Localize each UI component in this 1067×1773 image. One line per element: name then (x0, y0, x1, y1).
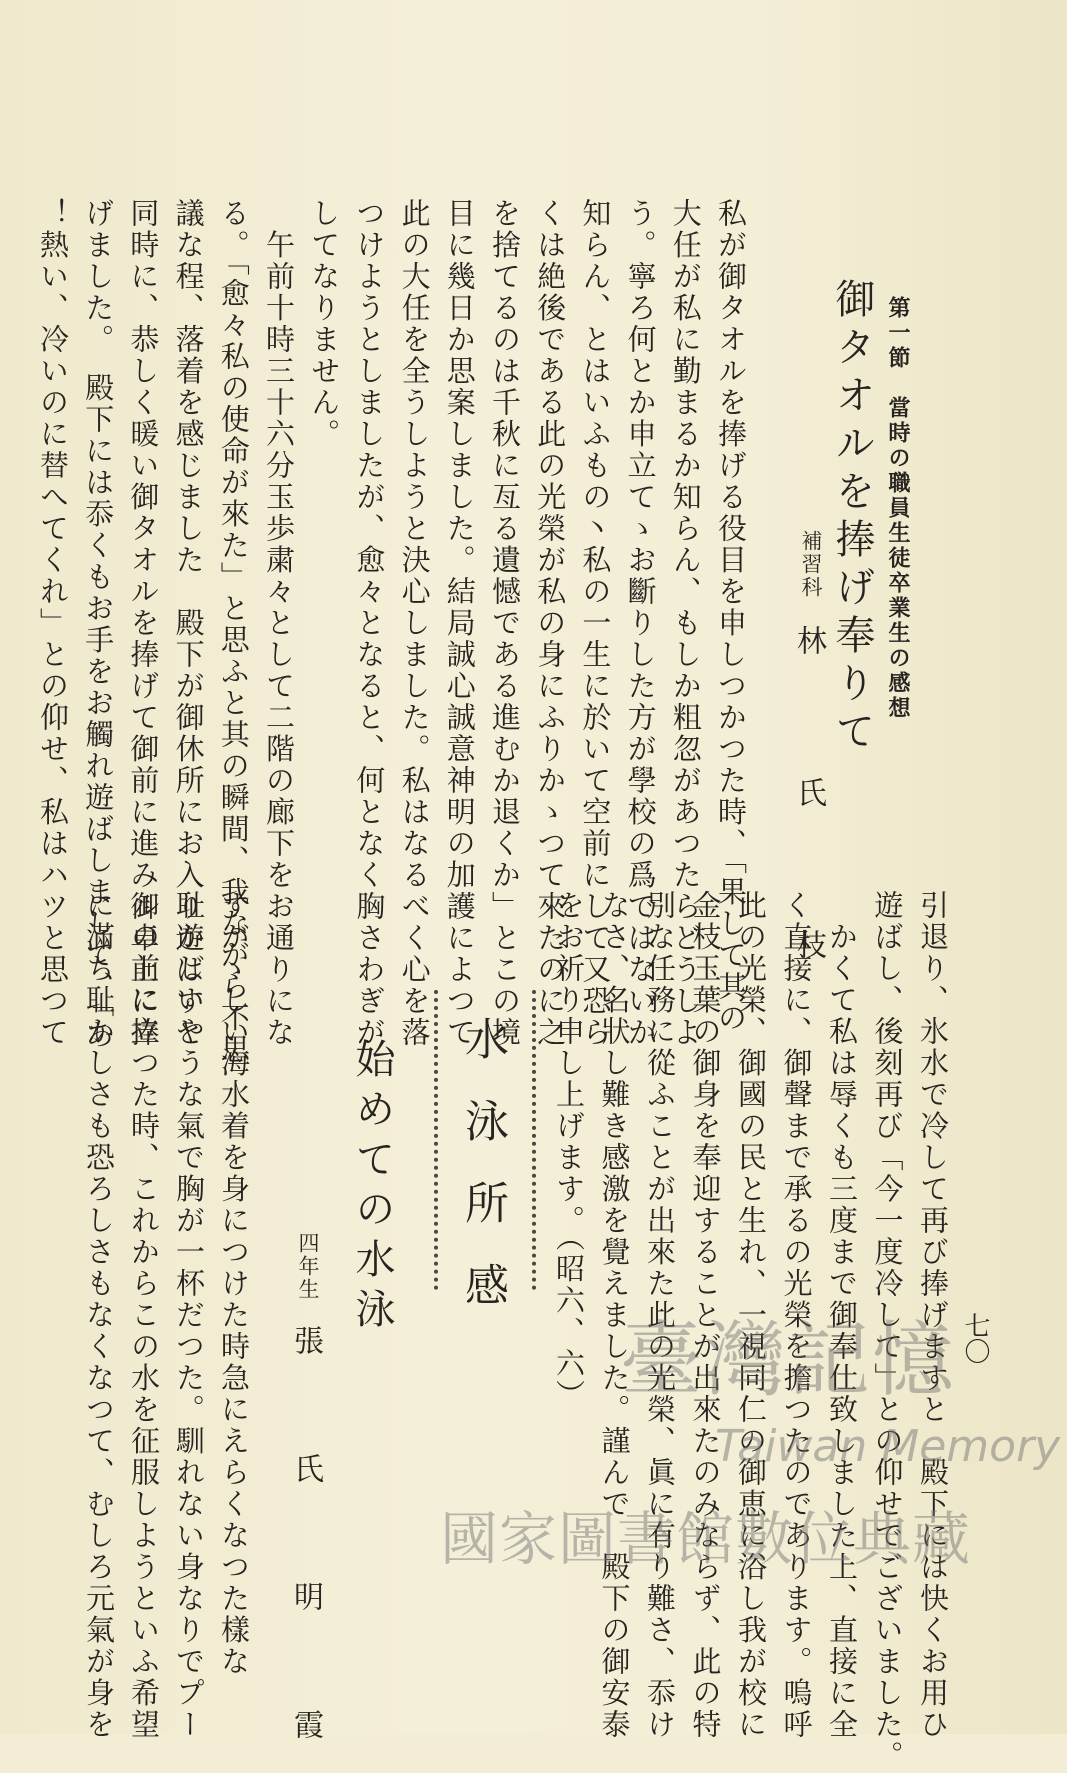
text-column: 金枝玉葉の御身を奉迎することが出來たのみならず、此の特 (688, 890, 723, 1741)
text-column: 目に幾日か思案しました。結局誠心誠意神明の加護によつて (442, 198, 477, 1049)
text-column: 午前十時三十六分玉歩粛々として二階の廊下をお通りにな (262, 198, 296, 1049)
article2-author: 張 氏 明 霞 (288, 1325, 323, 1773)
text-column: う。寧ろ何とか申立てゝお斷りした方が學校の爲ではないか (623, 198, 658, 1049)
text-column: 議な程、落着を感じました 殿下が御休所にお入り遊ばすと (171, 198, 206, 1049)
text-column: げました。 殿下には忝くもお手をお觸れ遊ばしまして、「あ (81, 198, 116, 1051)
text-column: く直接に、御聲まで承るの光榮を擔つたのであります。嗚呼 (779, 890, 814, 1741)
article-title: 御タオルを捧げ奉りて (829, 278, 875, 758)
text-column: に滿ち耻かしさも恐ろしさもなくなつて、むしろ元氣が身を (82, 890, 116, 1741)
text-column: 此の大任を全うしようと決心しました。私はなるべく心を落 (397, 198, 432, 1049)
text-column: 耻かしいやうな氣で胸が一杯だつた。馴れない身なりでプー (172, 890, 206, 1741)
text-column: る。「愈々私の使命が來た」と思ふと其の瞬間、我ながら不思 (216, 198, 251, 1066)
text-column: ！熱い、冷いのに替へてくれ」との仰せ、私はハツと思つて (36, 198, 70, 1049)
text-column: ルの前に立つた時、これからこの水を征服しようといふ希望 (127, 890, 161, 1741)
watermark-library: 國家圖書館數位典藏 (440, 1505, 972, 1573)
article2-title: 始めての水泳 (349, 1038, 395, 1338)
text-column: かくて私は辱くも三度まで御奉仕致しました上、直接に全 (825, 890, 859, 1741)
text-column: 此の光榮、御國の民と生れ、一視同仁の御恵に浴し我が校に (734, 890, 768, 1741)
text-column: 同時に、恭しく暖い御タオルを捧げて御前に進み御卓上に捧 (126, 198, 161, 1049)
text-column: なさ、名狀し難き感激を覺えました。謹んで 殿下の御安泰 (597, 890, 632, 1741)
article2-grade: 四年生 (296, 1232, 320, 1301)
author-name: 林 氏 枝 (791, 625, 826, 1005)
text-column: 引退り、氷水で冷して再び捧げますと 殿下には快くお用ひ (916, 890, 950, 1741)
section-title: 水泳所感 (457, 1016, 508, 1344)
section-header: 第一節 當時の職員生徒卒業生の感想 (885, 296, 911, 721)
text-column: してなりません。 (307, 198, 342, 450)
text-column: をお祈り申し上げます。（昭六、六） (552, 890, 586, 1411)
text-column: すがゝしい海水着を身につけた時急にえらくなつた樣な (217, 890, 251, 1678)
text-column: を捨てるのは千秋に亙る遺憾である進むか退くか」とこの境 (488, 198, 522, 1049)
section-title-box (434, 990, 536, 1344)
text-column: くは絶後である此の光榮が私の身にふりかゝつて來たのに之 (533, 198, 568, 1049)
text-column: 知らん、とはいふもの丶私の一生に於いて空前にして又恐ら (578, 198, 613, 1049)
watermark-logo: 臺灣記憶 (620, 1313, 957, 1408)
author-department: 補習科 (799, 530, 823, 599)
text-column: 私が御タオルを捧げる役目を申しつかつた時、「果して其の (714, 198, 748, 1034)
text-column: 大任が私に勤まるか知らん、もしか粗忽があつたらどうしよ (668, 198, 703, 1049)
text-column: つけようとしましたが、愈々となると、何となく胸さわぎが (352, 198, 387, 1049)
text-column: 別な任務に從ふことが出來た此の光榮、眞に有り難さ、忝け (643, 890, 677, 1741)
watermark-english: Taiwan Memory (715, 1421, 1061, 1472)
page-number: 七〇 (960, 1312, 990, 1364)
text-column: 遊ばし、後刻再び「今一度冷して」との仰せでございました。 (870, 890, 905, 1772)
